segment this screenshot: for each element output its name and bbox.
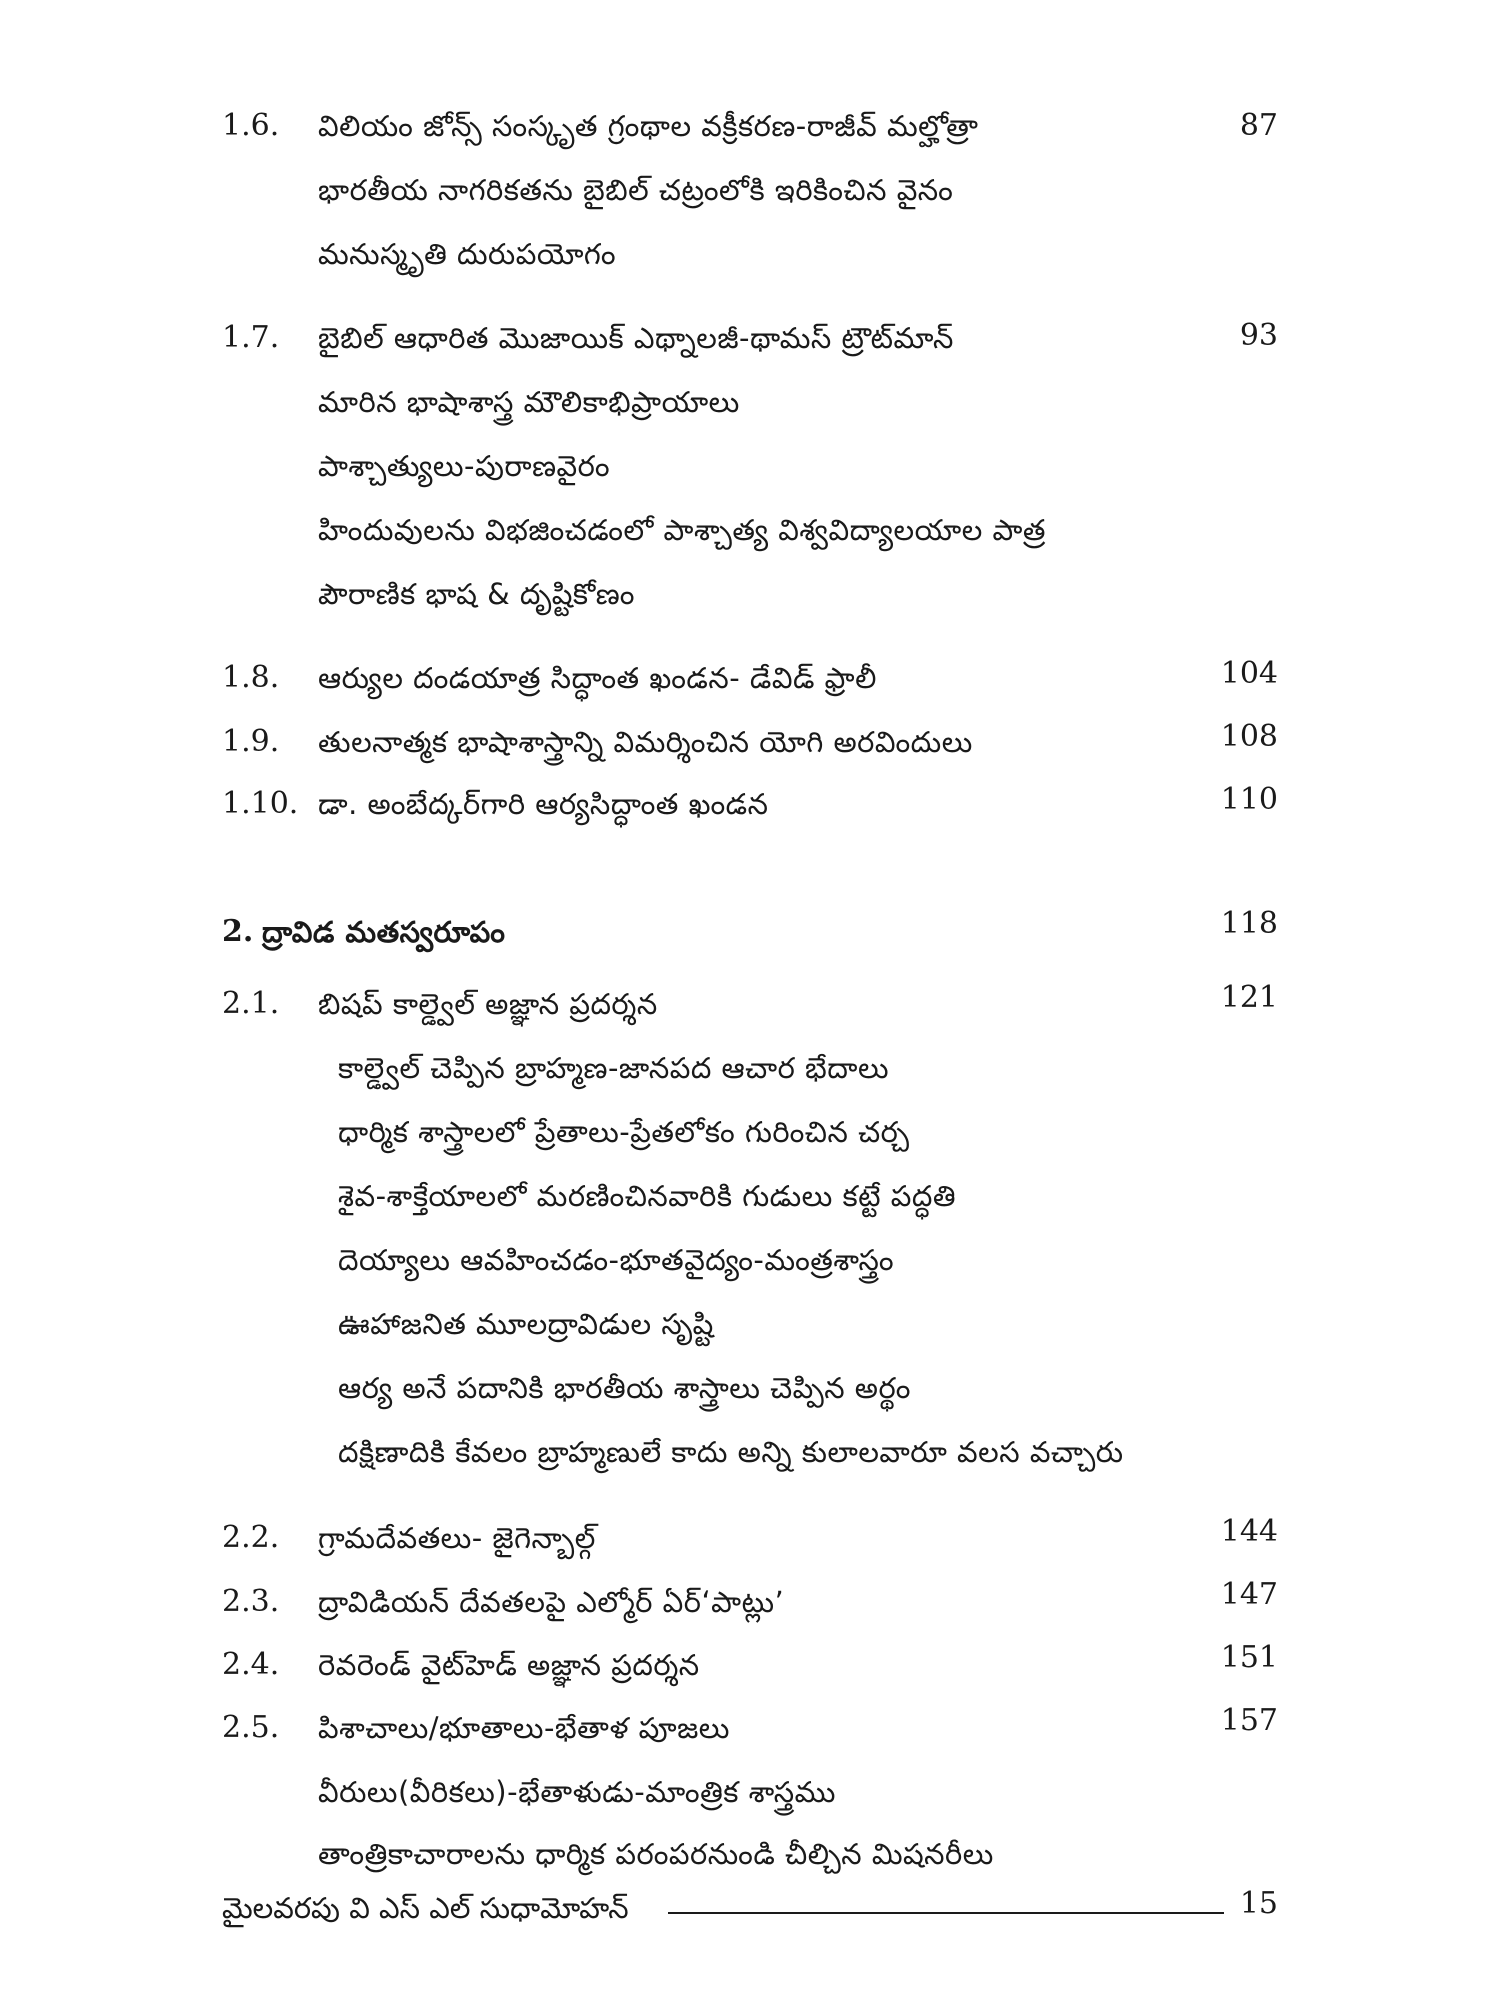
entry-title: రెవరెండ్ వైట్‌హెడ్ అజ్ఞాన ప్రదర్శన <box>318 1648 700 1682</box>
sub-entry: భారతీయ నాగరికతను బైబిల్ చట్రంలోకి ఇరికించిన వైనం <box>318 173 954 207</box>
sub-entry: మనుస్మృతి దురుపయోగం <box>318 237 617 271</box>
entry-page: 144 <box>1220 1514 1278 1549</box>
entry-number: 2.1. <box>222 986 280 1021</box>
entry-number: 2.3. <box>222 1584 280 1619</box>
entry-page: 108 <box>1220 719 1278 754</box>
sub-entry: దెయ్యాలు ఆవహించడం-భూతవైద్యం-మంత్రశాస్త్రం <box>338 1243 895 1277</box>
entry-number: 2.4. <box>222 1647 280 1682</box>
sub-entry: వీరులు(వీరికలు)-భేతాళుడు-మాంత్రిక శాస్త్రము <box>318 1775 836 1809</box>
sub-entry: దక్షిణాదికి కేవలం బ్రాహ్మణులే కాదు అన్ని కులాలవారూ వలస వచ్చారు <box>338 1435 1124 1469</box>
footer-rule <box>668 1912 1224 1914</box>
sub-entry: మారిన భాషాశాస్త్ర మౌలికాభిప్రాయాలు <box>318 385 740 419</box>
sub-entry: తాంత్రికాచారాలను ధార్మిక పరంపరనుండి చీల్చిన మిషనరీలు <box>318 1837 994 1871</box>
chapter-number: 2. <box>222 914 254 949</box>
entry-title: పిశాచాలు/భూతాలు-భేతాళ పూజలు <box>318 1711 730 1745</box>
entry-number: 1.8. <box>222 660 280 695</box>
entry-number: 2.5. <box>222 1710 280 1745</box>
entry-page: 110 <box>1220 782 1278 817</box>
sub-entry: ధార్మిక శాస్త్రాలలో ప్రేతాలు-ప్రేతలోకం గురించిన చర్చ <box>338 1115 910 1149</box>
entry-title: తులనాత్మక భాషాశాస్త్రాన్ని విమర్శించిన యోగి అరవిందులు <box>318 725 973 759</box>
entry-page: 157 <box>1220 1703 1278 1738</box>
footer-author: మైలవరపు వి ఎస్ ఎల్ సుధామోహన్ <box>222 1891 629 1925</box>
sub-entry: ఆర్య అనే పదానికి భారతీయ శాస్త్రాలు చెప్పిన అర్థం <box>338 1371 911 1405</box>
footer-page-number: 15 <box>1239 1886 1278 1921</box>
entry-number: 1.10. <box>222 786 299 821</box>
sub-entry: పౌరాణిక భాష & దృష్టికోణం <box>318 577 635 611</box>
entry-title: ద్రావిడియన్ దేవతలపై ఎల్మోర్ ఏర్‘పాట్లు’ <box>318 1585 785 1619</box>
sub-entry: శైవ-శాక్తేయాలలో మరణించినవారికి గుడులు కట్టే పద్ధతి <box>338 1179 956 1213</box>
entry-page: 93 <box>1239 318 1278 353</box>
sub-entry: హిందువులను విభజించడంలో పాశ్చాత్య విశ్వవిద్యాలయాల పాత్ర <box>318 513 1046 547</box>
entry-page: 87 <box>1239 108 1278 143</box>
sub-entry: ఊహాజనిత మూలద్రావిడుల సృష్టి <box>338 1307 714 1341</box>
entry-page: 151 <box>1220 1640 1278 1675</box>
entry-number: 2.2. <box>222 1520 280 1555</box>
chapter-page: 118 <box>1220 906 1278 941</box>
sub-entry: పాశ్చాత్యులు-పురాణవైరం <box>318 449 611 483</box>
entry-title: గ్రామదేవతలు- జైగెన్బాల్గ్ <box>318 1521 596 1555</box>
entry-title: ఆర్యుల దండయాత్ర సిద్ధాంత ఖండన- డేవిడ్ ఫ్రాలీ <box>318 661 877 695</box>
entry-title: బైబిల్ ఆధారిత మొజాయిక్ ఎథ్నాలజీ-థామస్ ట్రౌట్‌మాన్ <box>318 321 954 355</box>
chapter-title: ద్రావిడ మతస్వరూపం <box>262 915 506 949</box>
entry-title: విలియం జోన్స్ సంస్కృత గ్రంథాల వక్రీకరణ-రాజీవ్ మల్హోత్రా <box>318 109 979 143</box>
entry-page: 104 <box>1220 656 1278 691</box>
entry-number: 1.7. <box>222 320 280 355</box>
entry-page: 121 <box>1220 980 1278 1015</box>
entry-title: డా. అంబేద్కర్‌గారి ఆర్యసిద్ధాంత ఖండన <box>318 787 769 821</box>
entry-page: 147 <box>1220 1577 1278 1612</box>
entry-title: బిషప్ కాల్డ్వెల్ అజ్ఞాన ప్రదర్శన <box>318 987 658 1021</box>
sub-entry: కాల్డ్వెల్ చెప్పిన బ్రాహ్మణ-జానపద ఆచార భేదాలు <box>338 1051 890 1085</box>
entry-number: 1.6. <box>222 108 280 143</box>
entry-number: 1.9. <box>222 724 280 759</box>
